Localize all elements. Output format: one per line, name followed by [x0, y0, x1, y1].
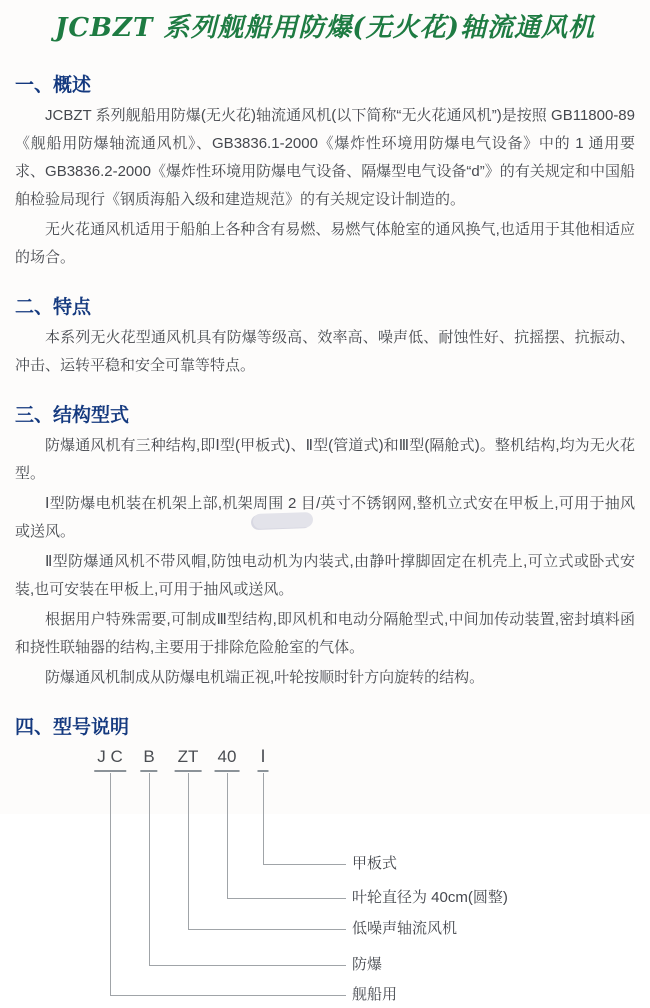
diagram-label-deck-type: 甲板式: [352, 855, 398, 872]
structure-paragraph-3: Ⅱ型防爆通风机不带风帽,防蚀电动机为内装式,由静叶撑脚固定在机壳上,可立式或卧式安装,也可安装在甲板上,可用于抽风或送风。: [15, 553, 635, 598]
code-part-40: 40: [215, 746, 240, 772]
section-heading-features: 二、特点: [15, 297, 92, 318]
overview-paragraph-1: JCBZT 系列舰船用防爆(无火花)轴流通风机(以下简称“无火花通风机”)是按照 GB11800-89《舰船用防爆轴流通风机》、GB3836.1-2000《爆炸性环境用防爆电气设备》中的 1 通用要求、GB3836.2-2000《爆炸性环境用防爆电气设备、隔爆型电气设备“d”》的有关规定和中国船舶检验局现行《钢质海船入级和建造规范》的有关规定设计制造的。: [15, 107, 635, 208]
diagram-label-marine-use: 舰船用: [352, 986, 398, 1003]
model-code-diagram: [0, 746, 650, 1008]
structure-paragraph-1: 防爆通风机有三种结构,即Ⅰ型(甲板式)、Ⅱ型(管道式)和Ⅲ型(隔舱式)。整机结构,均为无火花型。: [15, 437, 635, 482]
structure-paragraph-5: 防爆通风机制成从防爆电机端正视,叶轮按顺时针方向旋转的结构。: [45, 669, 485, 686]
code-part-i: Ⅰ: [257, 746, 268, 772]
features-paragraph-1: 本系列无火花型通风机具有防爆等级高、效率高、噪声低、耐蚀性好、抗摇摆、抗振动、冲击、运转平稳和安全可靠等特点。: [15, 329, 635, 374]
section-heading-model: 四、型号说明: [15, 717, 130, 738]
code-part-b: B: [140, 746, 157, 772]
diagram-label-explosion-proof: 防爆: [352, 956, 383, 973]
structure-paragraph-2: Ⅰ型防爆电机装在机架上部,机架周围 2 目/英寸不锈钢网,整机立式安在甲板上,可用于抽风或送风。: [15, 495, 635, 540]
code-part-zt: ZT: [175, 746, 202, 772]
page-title: JCBZT 系列舰船用防爆(无火花)轴流通风机: [55, 13, 595, 43]
correction-mark: [253, 512, 313, 529]
section-heading-structure: 三、结构型式: [15, 405, 130, 426]
diagram-label-impeller-diameter: 叶轮直径为 40cm(圆整): [352, 889, 508, 906]
code-part-jc: J C: [94, 746, 126, 772]
structure-paragraph-4: 根据用户特殊需要,可制成Ⅲ型结构,即风机和电动分隔舱型式,中间加传动装置,密封填料函和挠性联轴器的结构,主要用于排除危险舱室的气体。: [15, 611, 635, 656]
section-heading-overview: 一、概述: [15, 75, 92, 96]
connector-line-marine-use: [110, 773, 346, 996]
overview-paragraph-2: 无火花通风机适用于船舶上各种含有易燃、易燃气体舱室的通风换气,也适用于其他相适应的场合。: [15, 221, 635, 266]
diagram-label-axial-fan: 低噪声轴流风机: [352, 920, 458, 937]
